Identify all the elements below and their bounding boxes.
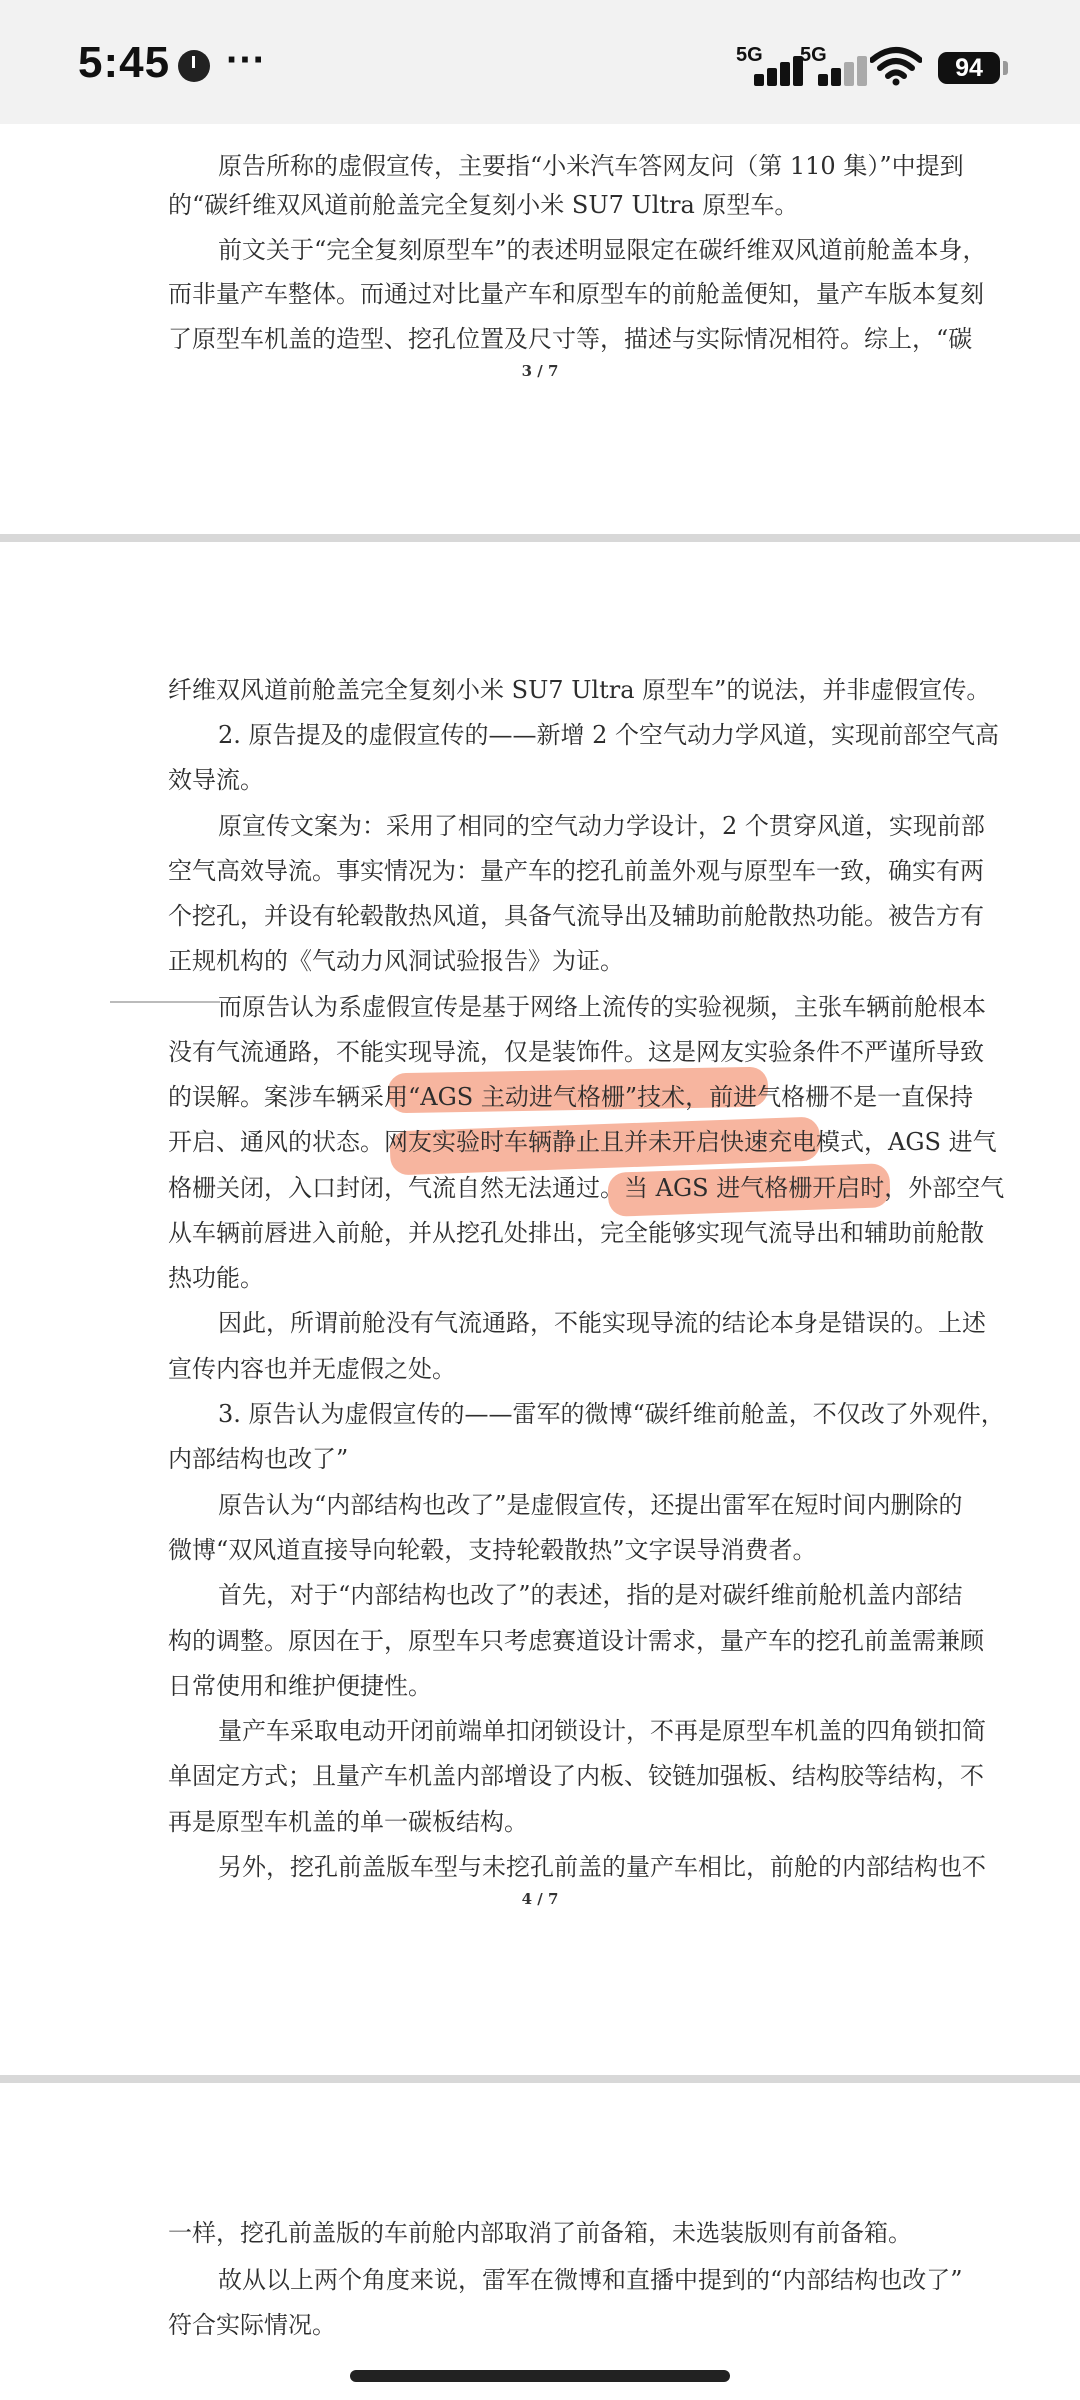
clock-icon	[178, 50, 210, 82]
status-bar	[0, 0, 1080, 124]
text-line: 格栅关闭，入口封闭，气流自然无法通过。当 AGS 进气格栅开启时，外部空气	[168, 1174, 1005, 1202]
text-line: 从车辆前唇进入前舱，并从挖孔处排出，完全能够实现气流导出和辅助前舱散	[168, 1219, 984, 1247]
text-line: 了原型车机盖的造型、挖孔位置及尺寸等，描述与实际情况相符。综上，“碳	[168, 325, 973, 353]
network-type-label-2: 5G	[800, 44, 827, 66]
document-page-5	[0, 2083, 1080, 2400]
network-type-label: 5G	[736, 44, 763, 66]
text-line: 2. 原告提及的虚假宣传的——新增 2 个空气动力学风道，实现前部空气高	[218, 721, 1000, 749]
text-line: 3. 原告认为虚假宣传的——雷军的微博“碳纤维前舱盖，不仅改了外观件，	[218, 1400, 1005, 1428]
text-line: 故从以上两个角度来说，雷军在微博和直播中提到的“内部结构也改了”	[218, 2266, 963, 2294]
text-line: 另外，挖孔前盖版车型与未挖孔前盖的量产车相比，前舱的内部结构也不	[218, 1853, 986, 1881]
battery-tip	[1003, 61, 1008, 75]
text-line: 纤维双风道前舱盖完全复刻小米 SU7 Ultra 原型车”的说法，并非虚假宣传。	[168, 676, 991, 704]
status-time: 5:45	[78, 38, 171, 87]
text-line: 符合实际情况。	[168, 2311, 336, 2339]
text-line: 量产车采取电动开闭前端单扣闭锁设计，不再是原型车机盖的四角锁扣简	[218, 1717, 986, 1745]
text-line: 日常使用和维护便捷性。	[168, 1672, 432, 1700]
text-line: 原告认为“内部结构也改了”是虚假宣传，还提出雷军在短时间内删除的	[218, 1491, 963, 1519]
page-number: 3 / 7	[521, 362, 559, 380]
text-line: 单固定方式；且量产车机盖内部增设了内板、铰链加强板、结构胶等结构，不	[168, 1762, 984, 1790]
text-line: 效导流。	[168, 766, 264, 794]
more-dots-icon: ···	[226, 38, 266, 82]
page-separator	[0, 534, 1080, 542]
text-line: 没有气流通路，不能实现导流，仅是装饰件。这是网友实验条件不严谨所导致	[168, 1038, 984, 1066]
battery-icon: 94	[938, 52, 1000, 84]
text-line: 构的调整。原因在于，原型车只考虑赛道设计需求，量产车的挖孔前盖需兼顾	[168, 1627, 984, 1655]
text-line: 再是原型车机盖的单一碳板结构。	[168, 1808, 528, 1836]
text-line: 的误解。案涉车辆采用“AGS 主动进气格栅”技术，前进气格栅不是一直保持	[168, 1083, 974, 1111]
text-line: 原宣传文案为：采用了相同的空气动力学设计，2 个贯穿风道，实现前部	[218, 812, 985, 840]
text-line: 前文关于“完全复刻原型车”的表述明显限定在碳纤维双风道前舱盖本身，	[218, 236, 987, 264]
wifi-icon	[870, 46, 922, 97]
text-line: 宣传内容也并无虚假之处。	[168, 1355, 456, 1383]
text-line: 首先，对于“内部结构也改了”的表述，指的是对碳纤维前舱机盖内部结	[218, 1581, 963, 1609]
home-indicator[interactable]	[350, 2370, 730, 2382]
scan-line	[110, 1001, 220, 1003]
text-line: 原告所称的虚假宣传，主要指“小米汽车答网友问（第 110 集）”中提到	[218, 152, 964, 180]
text-line: 开启、通风的状态。网友实验时车辆静止且并未开启快速充电模式，AGS 进气	[168, 1128, 997, 1156]
text-line: 个挖孔，并设有轮毂散热风道，具备气流导出及辅助前舱散热功能。被告方有	[168, 902, 984, 930]
text-line: 空气高效导流。事实情况为：量产车的挖孔前盖外观与原型车一致，确实有两	[168, 857, 984, 885]
document-page-3	[0, 124, 1080, 534]
text-line: 而非量产车整体。而通过对比量产车和原型车的前舱盖便知，量产车版本复刻	[168, 280, 984, 308]
text-line: 热功能。	[168, 1264, 264, 1292]
text-line: 因此，所谓前舱没有气流通路，不能实现导流的结论本身是错误的。上述	[218, 1309, 986, 1337]
text-line: 正规机构的《气动力风洞试验报告》为证。	[168, 947, 624, 975]
text-line: 内部结构也改了”	[168, 1445, 349, 1473]
page-separator	[0, 2075, 1080, 2083]
text-line: 的“碳纤维双风道前舱盖完全复刻小米 SU7 Ultra 原型车。	[168, 191, 799, 219]
page-number: 4 / 7	[521, 1890, 559, 1908]
text-line: 微博“双风道直接导向轮毂，支持轮毂散热”文字误导消费者。	[168, 1536, 817, 1564]
text-line: 一样，挖孔前盖版的车前舱内部取消了前备箱，未选装版则有前备箱。	[168, 2219, 912, 2247]
text-line: 而原告认为系虚假宣传是基于网络上流传的实验视频，主张车辆前舱根本	[218, 993, 986, 1021]
